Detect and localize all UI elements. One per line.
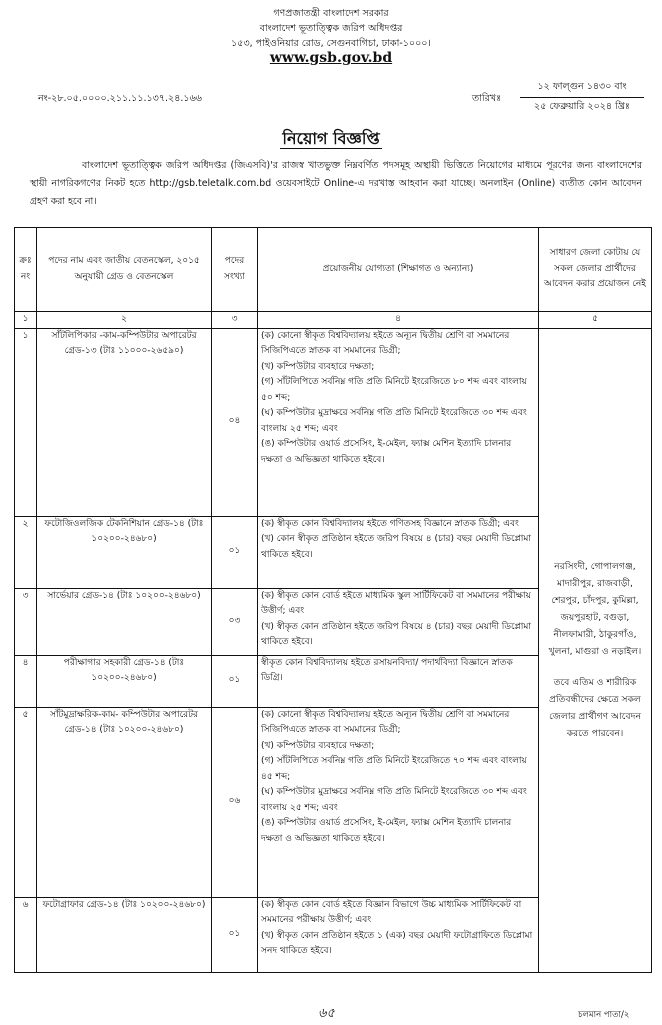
page-mark: ৬৫ [318, 1006, 335, 1021]
notice-title-text: নিয়োগ বিজ্ঞপ্তি [282, 129, 380, 148]
row-post: ফটোগ্রাফার গ্রেড-১৪ (টাঃ ১০২০০-২৪৬৮০) [37, 897, 212, 972]
column-number: ৫ [539, 312, 652, 329]
qualification-item: (খ) কম্পিউটার ব্যবহারে দক্ষতা; [261, 361, 375, 372]
qualification-item: (ক) স্বীকৃত কোন বোর্ড হইতে বিজ্ঞান বিভাগে উচ্চ মাধ্যমিক সার্টিফিকেট বা সমমানের পরীক্ষায় উত্তীর্ণ; এবং [261, 899, 522, 925]
qualification-item: (গ) সাঁটলিপিতে সর্বনিম্ন গতি প্রতি মিনিটে ইংরেজিতে ৭০ শব্দ এবং বাংলায় ৪৫ শব্দ; [261, 756, 527, 782]
header-count: পদের সংখ্যা [212, 228, 258, 312]
header-serial: ক্রঃ নং [15, 228, 37, 312]
row-serial: ২ [15, 516, 37, 588]
date-bangla: ১২ ফাল্গুন ১৪৩০ বাং [520, 80, 644, 98]
column-number: ২ [37, 312, 212, 329]
header-address: ১৫৩, পাইওনিয়ার রোড, সেগুনবাগিচা, ঢাকা-১০০০। [231, 38, 431, 49]
row-qualification [258, 655, 539, 707]
table-header-row [15, 228, 652, 312]
continued-page-note: চলমান পাতা/২ [578, 1010, 630, 1020]
row-count: ০৪ [212, 328, 258, 516]
table-row [15, 328, 652, 516]
header-post: পদের নাম এবং জাতীয় বেতনস্কেল, ২০১৫ অনুযায়ী গ্রেড ও বেতনস্কেল [37, 228, 212, 312]
row-count: ০১ [212, 897, 258, 972]
qualification-item: (ঘ) কম্পিউটার মুদ্রাক্ষরে সর্বনিম্ন গতি প্রতি মিনিটে ইংরেজিতে ৩০ শব্দ এবং বাংলায় ২৫ শব্দ; এবং [261, 787, 527, 813]
row-district-exclusion [539, 328, 652, 972]
row-qualification [258, 707, 539, 897]
qualification-item: (ক) স্বীকৃত কোন বোর্ড হইতে মাধ্যমিক স্কুল সার্টিফিকেট বা সমমানের পরীক্ষায় উত্তীর্ণ; এবং [261, 590, 531, 616]
qualification-item: (খ) স্বীকৃত কোন প্রতিষ্ঠান হইতে জরিপ বিষয়ে ৪ (চার) বছর মেয়াদী ডিপ্লোমা থাকিতে হইবে। [261, 621, 531, 647]
vacancy-table [14, 227, 652, 973]
header-district: সাধারণ জেলা কোটায় যে সকল জেলার প্রার্থীদের আবেদন করার প্রয়োজন নেই [539, 228, 652, 312]
district-note: তবে এতিম ও শারীরিক প্রতিবন্ধীদের ক্ষেত্রে সকল জেলার প্রার্থীগণ আবেদন করতে পারবেন। [549, 677, 641, 739]
row-serial: ৫ [15, 707, 37, 897]
qualification-item: (খ) কোন স্বীকৃত প্রতিষ্ঠান হইতে জরিপ বিষয়ে ৪ (চার) বছর মেয়াদী ডিপ্লোমা থাকিতে হইবে। [261, 534, 531, 560]
row-serial: ৬ [15, 897, 37, 972]
column-number: ৩ [212, 312, 258, 329]
column-number: ৪ [258, 312, 539, 329]
date-label: তারিখঃ [472, 93, 502, 104]
memo-number: নং-২৮.০৫.০০০০.২১১.১১.১৩৭.২৪.১৬৬ [38, 93, 202, 104]
row-post: সাঁটমুদ্রাক্ষরিক-কাম- কম্পিউটার অপারেটর গ্রেড-১৪ (টাঃ ১০২০০-২৪৬৮০) [37, 707, 212, 897]
row-count: ০১ [212, 655, 258, 707]
district-list: নরসিংদী, গোপালগঞ্জ, মাদারীপুর, রাজবাড়ী, শেরপুর, চাঁদপুর, কুমিল্লা, জয়পুরহাট, বগুড়া, নীলফামারী, ঠাকুরগাঁও, খুলনা, মাগুরা ও নড়াইল। [548, 561, 642, 657]
row-count: ০৬ [212, 707, 258, 897]
row-post: পরীক্ষাগার সহকারী গ্রেড-১৪ (টাঃ ১০২০০-২৪৬৮০) [37, 655, 212, 707]
row-serial: ৩ [15, 588, 37, 655]
header-department: বাংলাদেশ ভূতাত্ত্বিক জরিপ অধিদপ্তর [259, 23, 403, 34]
row-post: সাঁটলিপিকার -কাম-কম্পিউটার অপারেটর গ্রেড-১৩ (টাঃ ১১০০০-২৬৫৯০) [37, 328, 212, 516]
qualification-item: (ক) স্বীকৃত কোন বিশ্ববিদ্যালয় হইতে গণিতসহ বিজ্ঞানে স্নাতক ডিগ্রী; এবং [261, 518, 519, 529]
row-count: ০৩ [212, 588, 258, 655]
row-serial: ৪ [15, 655, 37, 707]
qualification-item: (খ) স্বীকৃত কোন প্রতিষ্ঠান হইতে ১ (এক) বছর মেয়াদী ফটোগ্রাফিতে ডিপ্লোমা সনদ থাকিতে হইবে। [261, 930, 533, 956]
qualification-item: (খ) কম্পিউটার ব্যবহারে দক্ষতা; [261, 740, 375, 751]
header-website[interactable]: www.gsb.gov.bd [269, 50, 393, 66]
table-number-row [15, 312, 652, 329]
row-qualification [258, 516, 539, 588]
date-english: ২৫ ফেব্রুয়ারি ২০২৪ খ্রিঃ [534, 101, 630, 112]
header-qualification: প্রয়োজনীয় যোগ্যতা (শিক্ষাগত ও অন্যান্য) [258, 228, 539, 312]
header-government: গণপ্রজাতন্ত্রী বাংলাদেশ সরকার [273, 8, 389, 19]
column-number: ১ [15, 312, 37, 329]
row-qualification [258, 328, 539, 516]
intro-paragraph: বাংলাদেশ ভূতাত্ত্বিক জরিপ অধিদপ্তর (জিএসবি)'র রাজস্ব খাতভুক্ত নিম্নবর্ণিত পদসমূহ অস্থায়ী ভিত্তিতে নিয়োগের মাধ্যমে পূরণের জন্য বাংলাদেশের স্থায়ী নাগরিকগণের নিকট হতে http://gsb.teletalk.com.bd ওয়েবসাইটে Online-এ দরখাস্ত আহবান করা যাচ্ছে। অনলাইন (Online) ব্যতীত কোন আবেদন গ্রহণ করা হবে না। [30, 160, 642, 207]
row-post: ফটোজিওলজিক টেকনিশিয়ান গ্রেড-১৪ (টাঃ ১০২০০-২৪৬৮০) [37, 516, 212, 588]
row-post: সার্ভেয়ার গ্রেড-১৪ (টাঃ ১০২০০-২৪৬৮০) [37, 588, 212, 655]
qualification-item: (গ) সাঁটলিপিতে সর্বনিম্ন গতি প্রতি মিনিটে ইংরেজিতে ৮০ শব্দ এবং বাংলায় ৫০ শব্দ; [261, 377, 527, 403]
notice-title [0, 126, 662, 153]
row-qualification [258, 588, 539, 655]
row-serial: ১ [15, 328, 37, 516]
row-qualification [258, 897, 539, 972]
qualification-item: (ঘ) কম্পিউটার মুদ্রাক্ষরে সর্বনিম্ন গতি প্রতি মিনিটে ইংরেজিতে ৩০ শব্দ এবং বাংলায় ২৫ শব্দ; এবং [261, 408, 527, 434]
qualification-item: স্বীকৃত কোন বিশ্ববিদ্যালয় হইতে রসায়নবিদ্যা/ পদার্থবিদ্যা বিজ্ঞানে স্নাতক ডিগ্রি। [261, 657, 513, 683]
qualification-item: (ক) কোনো স্বীকৃত বিশ্ববিদ্যালয় হইতে অন্যূন দ্বিতীয় শ্রেণি বা সমমানের সিজিপিএতে স্নাতক বা সমমানের ডিগ্রী; [261, 709, 510, 735]
qualification-item: (ঙ) কম্পিউটার ওয়ার্ড প্রসেসিং, ই-মেইল, ফ্যাক্স মেশিন ইত্যাদি চালনার দক্ষতা ও অভিজ্ঞতা থাকিতে হইবে। [261, 439, 512, 465]
qualification-item: (ঙ) কম্পিউটার ওয়ার্ড প্রসেসিং, ই-মেইল, ফ্যাক্স মেশিন ইত্যাদি চালনার দক্ষতা ও অভিজ্ঞতা থাকিতে হইবে। [261, 818, 512, 844]
row-count: ০১ [212, 516, 258, 588]
qualification-item: (ক) কোনো স্বীকৃত বিশ্ববিদ্যালয় হইতে অন্যূন দ্বিতীয় শ্রেণি বা সমমানের সিজিপিএতে স্নাতক বা সমমানের ডিগ্রী; [261, 330, 510, 356]
